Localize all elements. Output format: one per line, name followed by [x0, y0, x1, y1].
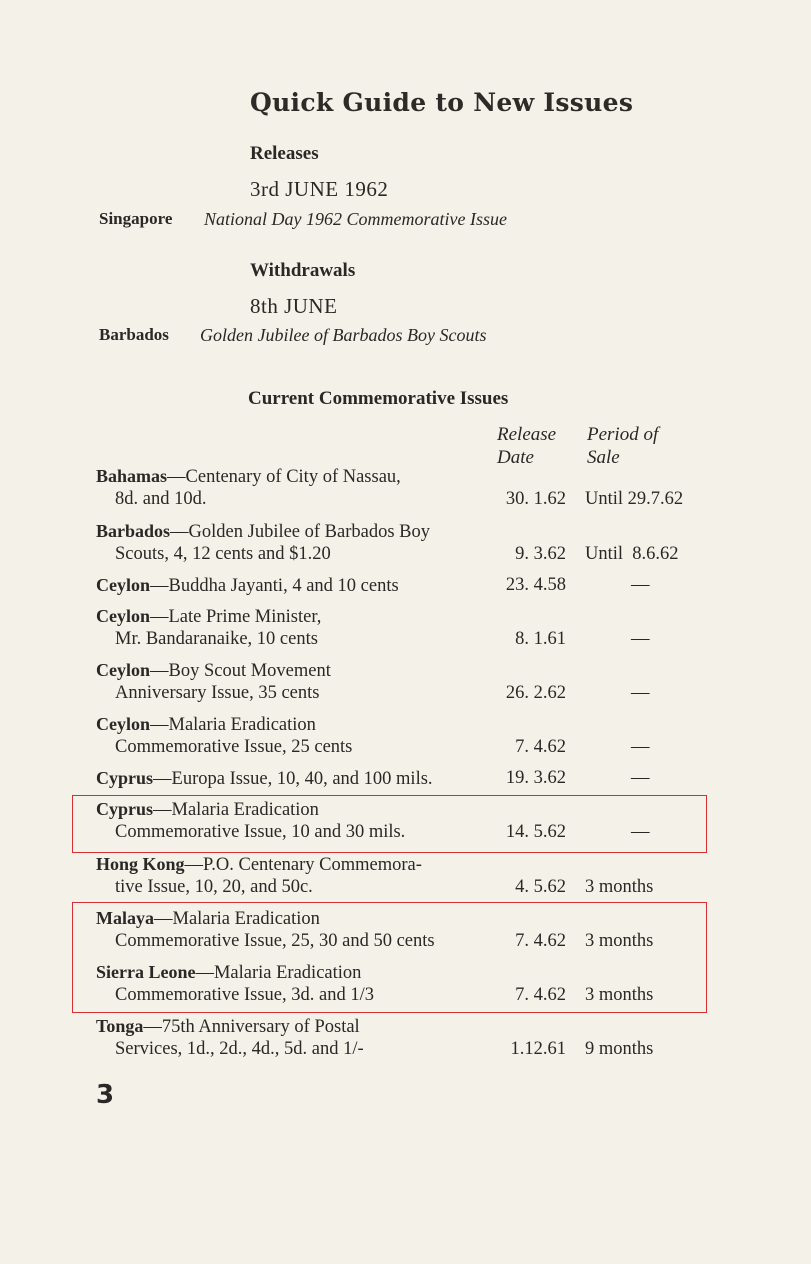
entry-description: —Late Prime Minister,: [150, 607, 322, 627]
entry-description: —Europa Issue, 10, 40, and 100 mils.: [153, 769, 433, 789]
table-row: [96, 768, 706, 794]
entry-country: Tonga: [96, 1016, 144, 1036]
entry-country: Malaya: [96, 908, 154, 928]
entry-release-date: 30. 1.62: [505, 489, 566, 509]
entry-country: Bahamas: [96, 466, 168, 486]
entry-description-cont: Commemorative Issue, 25, 30 and 50 cents: [115, 931, 435, 951]
entry-country: Cyprus: [96, 799, 154, 819]
entry-description-cont: Anniversary Issue, 35 cents: [115, 683, 320, 703]
entry-description-cont: 8d. and 10d.: [115, 489, 207, 509]
entry-description-cont: Commemorative Issue, 3d. and 1/3: [115, 985, 374, 1005]
column-header-release-line1: Release: [497, 424, 557, 445]
entry-description: —Malaria Eradication: [154, 909, 320, 929]
releases-country: Singapore: [99, 209, 173, 228]
entry-description-cont: Commemorative Issue, 10 and 30 mils.: [115, 822, 406, 842]
table-row: [96, 575, 706, 601]
withdrawals-date: 8th JUNE: [250, 294, 338, 318]
entry-description: —75th Anniversary of Postal: [143, 1017, 360, 1037]
entry-period-of-sale: 3 months: [585, 931, 654, 951]
entry-country: Sierra Leone: [96, 962, 196, 982]
entry-period-of-sale: 3 months: [585, 985, 654, 1005]
withdrawals-issue: Golden Jubilee of Barbados Boy Scouts: [200, 325, 487, 345]
table-row: [96, 714, 706, 764]
entry-country: Ceylon: [96, 714, 150, 734]
entry-release-date: 23. 4.58: [505, 575, 566, 595]
entry-description: —Buddha Jayanti, 4 and 10 cents: [150, 576, 399, 596]
entry-description-cont: Mr. Bandaranaike, 10 cents: [115, 629, 318, 649]
table-row: [96, 466, 706, 516]
entry-release-date: 8. 1.61: [515, 629, 566, 649]
entry-country: Ceylon: [96, 575, 150, 595]
entry-period-of-sale: —: [631, 822, 650, 842]
entry-release-date: 14. 5.62: [505, 822, 566, 842]
entry-country: Barbados: [96, 521, 171, 541]
entry-description-cont: Scouts, 4, 12 cents and $1.20: [115, 544, 331, 564]
entry-release-date: 4. 5.62: [515, 877, 566, 897]
entry-release-date: 7. 4.62: [515, 737, 566, 757]
entry-description: —Boy Scout Movement: [150, 661, 331, 681]
entry-release-date: 9. 3.62: [515, 544, 566, 564]
entry-country: Hong Kong: [96, 854, 185, 874]
entry-description: —Malaria Eradication: [153, 800, 319, 820]
entry-release-date: 7. 4.62: [515, 931, 566, 951]
page-number: 3: [96, 1080, 115, 1110]
entry-country: Cyprus: [96, 768, 154, 788]
entry-period-of-sale: —: [631, 683, 650, 703]
table-row: [96, 521, 706, 571]
table-row: [96, 606, 706, 656]
withdrawals-country: Barbados: [99, 325, 169, 344]
entry-description: —Malaria Eradication: [195, 963, 362, 983]
column-header-period-of-sale: [587, 423, 658, 469]
entry-description: —P.O. Centenary Commemora-: [184, 855, 422, 875]
entry-period-of-sale: 3 months: [585, 877, 654, 897]
entry-description: —Golden Jubilee of Barbados Boy: [170, 522, 431, 542]
entry-description-cont: tive Issue, 10, 20, and 50c.: [115, 877, 313, 897]
entry-country: Ceylon: [96, 606, 150, 626]
page-title: Quick Guide to New Issues: [250, 88, 634, 117]
entry-description-cont: Commemorative Issue, 25 cents: [115, 737, 353, 757]
entry-release-date: 1.12.61: [510, 1039, 566, 1059]
column-header-release-line2: Date: [497, 447, 534, 468]
entry-period-of-sale: —: [631, 768, 650, 788]
entry-release-date: 26. 2.62: [505, 683, 566, 703]
entry-period-of-sale: —: [631, 737, 650, 757]
highlight-box-cyprus: [72, 795, 707, 853]
current-issues-heading: Current Commemorative Issues: [248, 388, 509, 409]
withdrawals-heading: Withdrawals: [250, 260, 356, 281]
column-header-period-line2: Sale: [587, 447, 620, 468]
entry-country: Ceylon: [96, 660, 150, 680]
entry-release-date: 19. 3.62: [505, 768, 566, 788]
releases-issue: National Day 1962 Commemorative Issue: [204, 209, 507, 229]
entry-period-of-sale: Until 29.7.62: [585, 489, 684, 509]
entry-release-date: 7. 4.62: [515, 985, 566, 1005]
column-header-release-date: [497, 423, 556, 469]
entry-period-of-sale: 9 months: [585, 1039, 654, 1059]
table-row: [96, 660, 706, 710]
entry-description: —Centenary of City of Nassau,: [167, 467, 401, 487]
entry-period-of-sale: Until 8.6.62: [585, 544, 679, 564]
releases-heading: Releases: [250, 143, 319, 164]
column-header-period-line1: Period of: [587, 424, 659, 445]
table-row: [96, 1016, 706, 1066]
entry-period-of-sale: —: [631, 629, 650, 649]
table-row: [96, 854, 706, 904]
entry-description: —Malaria Eradication: [150, 715, 316, 735]
releases-date: 3rd JUNE 1962: [250, 177, 389, 201]
highlight-box-malaya-sierra-leone: [72, 902, 707, 1013]
entry-period-of-sale: —: [631, 575, 650, 595]
entry-description-cont: Services, 1d., 2d., 4d., 5d. and 1/-: [115, 1039, 364, 1059]
